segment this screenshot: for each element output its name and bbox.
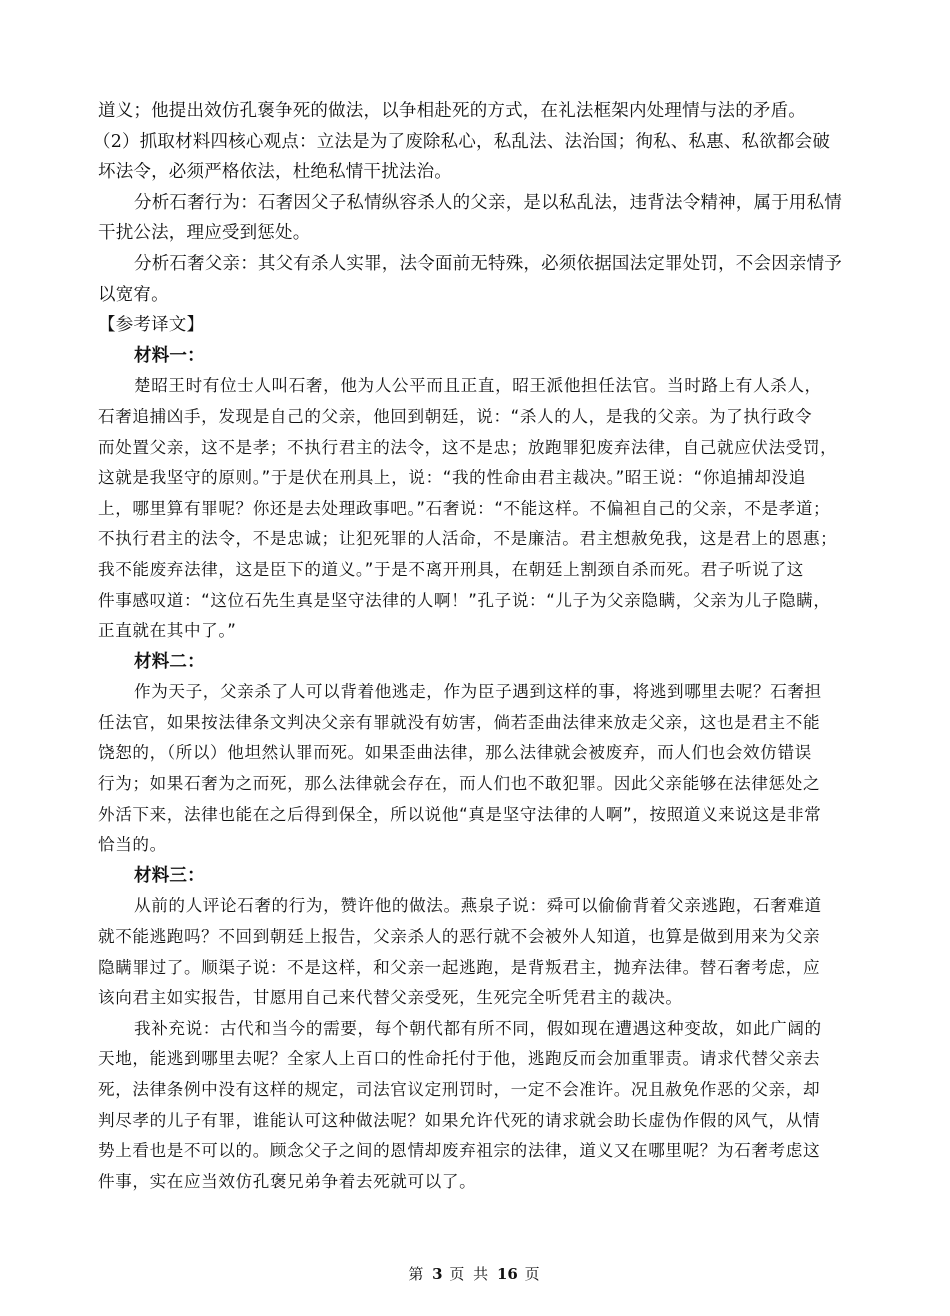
material-3-title: 材料三： xyxy=(134,865,205,886)
text-line: 该向君主如实报告，甘愿用自己来代替父亲受死，生死完全听凭君主的裁决。 xyxy=(98,988,683,1008)
text-line: 这就是我坚守的原则。”于是伏在刑具上，说：“我的性命由君主裁决。”昭王说：“你追捕却没追 xyxy=(98,468,806,488)
document-body xyxy=(93,96,858,1197)
text-line: 就不能逃跑吗？不回到朝廷上报告，父亲杀人的恶行就不会被外人知道，也算是做到用来为父亲 xyxy=(98,927,821,947)
text-line: 任法官，如果按法律条文判决父亲有罪就没有妨害，倘若歪曲法律来放走父亲，这也是君主不能 xyxy=(98,712,821,732)
analysis-line: 道义；他提出效仿孔褒争死的做法，以争相赴死的方式，在礼法框架内处理情与法的矛盾。 xyxy=(98,101,806,121)
material-2-title: 材料二： xyxy=(134,651,205,672)
footer-suffix: 页 xyxy=(524,1265,542,1283)
footer-prefix: 第 xyxy=(408,1265,426,1283)
text-line: 判尽孝的儿子有罪，谁能认可这种做法呢？如果允许代死的请求就会助长虚伪作假的风气，从情 xyxy=(98,1110,821,1130)
material-1-text xyxy=(98,371,858,646)
analysis-line: 坏法令，必须严格依法，杜绝私情干扰法治。 xyxy=(98,162,452,183)
total-page-count: 16 xyxy=(496,1265,518,1283)
text-line: 我补充说：古代和当今的需要，每个朝代都有所不同，假如现在遭遇这种变故，如此广阔的 xyxy=(134,1018,822,1038)
text-line: 外活下来，法律也能在之后得到保全，所以说他“真是坚守法律的人啊”，按照道义来说这是非常 xyxy=(98,804,822,824)
text-line: 我不能废弃法律，这是臣下的道义。”于是不离开刑具，在朝廷上割颈自杀而死。君子听说了这 xyxy=(98,559,804,579)
text-line: 件事，实在应当效仿孔褒兄弟争着去死就可以了。 xyxy=(98,1171,477,1191)
analysis-shishe-father: 分析石奢父亲：其父有杀人实罪，法令面前无特殊，必须依据国法定罪处罚，不会因亲情予 xyxy=(134,253,842,274)
text-line: 恰当的。 xyxy=(98,835,167,855)
material-2-text xyxy=(98,677,858,861)
text-line: 而处置父亲，这不是孝；不执行君主的法令，这不是忠；放跑罪犯废弃法律，自己就应伏法受罚， xyxy=(98,437,838,457)
text-line: 上，哪里算有罪呢？你还是去处理政事吧。”石奢说：“不能这样。不偏袒自己的父亲，不是孝道； xyxy=(98,498,831,518)
reference-translation-heading: 【参考译文】 xyxy=(98,315,205,336)
analysis-point-2: （2）抓取材料四核心观点：立法是为了废除私心，私乱法、法治国；徇私、私惠、私欲都会破 xyxy=(93,131,831,152)
current-page-number: 3 xyxy=(432,1265,443,1283)
text-line: 不执行君主的法令，不是忠诚；让犯死罪的人活命，不是廉洁。君主想赦免我，这是君上的恩惠； xyxy=(98,529,838,549)
material-1-title: 材料一： xyxy=(134,345,205,366)
text-line: 楚昭王时有位士人叫石奢，他为人公平而且正直，昭王派他担任法官。当时路上有人杀人， xyxy=(134,376,822,396)
text-line: 作为天子，父亲杀了人可以背着他逃走，作为臣子遇到这样的事，将逃到哪里去呢？石奢担 xyxy=(134,682,822,702)
text-line: 行为；如果石奢为之而死，那么法律就会存在，而人们也不敢犯罪。因此父亲能够在法律惩处之 xyxy=(98,774,821,794)
text-line: 死，法律条例中没有这样的规定，司法官议定刑罚时，一定不会准许。况且赦免作恶的父亲，却 xyxy=(98,1080,821,1099)
page-footer xyxy=(0,1263,950,1284)
text-line: 势上看也是不可以的。顾念父子之间的恩情却废弃祖宗的法律，道义又在哪里呢？为石奢考虑这 xyxy=(98,1141,821,1161)
material-3-text xyxy=(98,891,858,1197)
text-line: 正直就在其中了。” xyxy=(98,621,237,641)
analysis-shishe-behavior: 分析石奢行为：石奢因父子私情纵容杀人的父亲，是以私乱法，违背法令精神，属于用私情 xyxy=(134,192,842,213)
text-line: 石奢追捕凶手，发现是自己的父亲，他回到朝廷，说：“杀人的人，是我的父亲。为了执行政令 xyxy=(98,406,813,426)
text-line: 饶恕的，（所以）他坦然认罪而死。如果歪曲法律，那么法律就会被废弃，而人们也会效仿错误 xyxy=(98,743,812,763)
footer-middle: 页 共 xyxy=(449,1265,491,1283)
text-line: 从前的人评论石奢的行为，赞许他的做法。燕泉子说：舜可以偷偷背着父亲逃跑，石奢难道 xyxy=(134,896,822,916)
analysis-line: 干扰公法，理应受到惩处。 xyxy=(98,223,311,244)
text-line: 隐瞒罪过了。顺渠子说：不是这样，和父亲一起逃跑，是背叛君主，抛弃法律。替石奢考虑，应 xyxy=(98,957,821,977)
text-line: 天地，能逃到哪里去呢？全家人上百口的性命托付于他，逃跑反而会加重罪责。请求代替父亲去 xyxy=(98,1049,821,1069)
analysis-line: 以宽宥。 xyxy=(98,284,169,305)
text-line: 件事感叹道：“这位石先生真是坚守法律的人啊！”孔子说：“儿子为父亲隐瞒，父亲为儿子隐瞒， xyxy=(98,590,831,610)
